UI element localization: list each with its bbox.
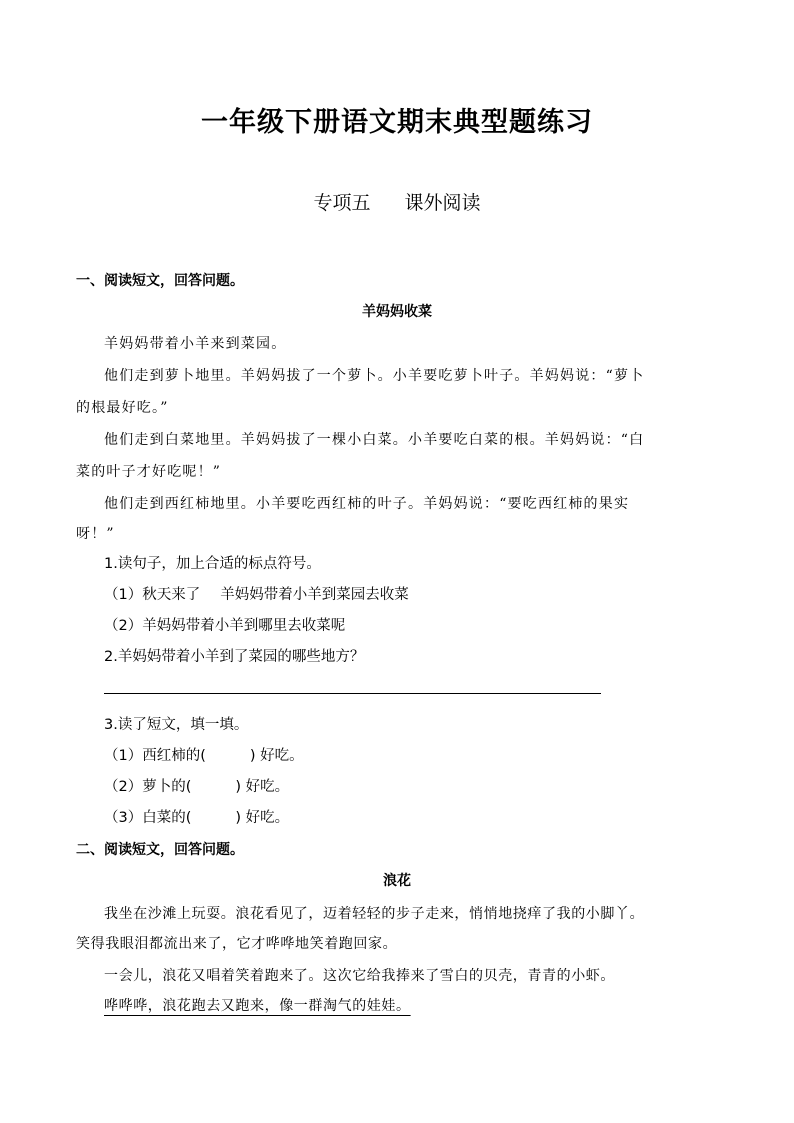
passage2-line: 我坐在沙滩上玩耍。浪花看见了，迈着轻轻的步子走来，悄悄地挠痒了我的小脚丫。 xyxy=(104,906,645,922)
fill-item-suffix: ) 好吃。 xyxy=(235,779,290,795)
section1-heading: 一、阅读短文，回答问题。 xyxy=(76,273,244,289)
passage1-line: 的根最好吃。” xyxy=(76,400,169,416)
fill-item xyxy=(104,806,289,827)
subtitle-part1: 专项五 xyxy=(313,192,371,214)
fill-item-suffix: ) 好吃。 xyxy=(235,810,290,826)
question-1-1-part-b: 羊妈妈带着小羊到菜园去收菜 xyxy=(220,587,409,603)
question-2: 2.羊妈妈带着小羊到了菜园的哪些地方？ xyxy=(104,649,365,665)
passage2-line: 一会儿，浪花又唱着笑着跑来了。这次它给我捧来了雪白的贝壳，青青的小虾。 xyxy=(104,968,615,984)
page-subtitle xyxy=(0,188,794,215)
question-3: 3.读了短文，填一填。 xyxy=(104,717,249,733)
fill-item-prefix: （1）西红柿的( xyxy=(104,748,206,764)
fill-item-suffix: ) 好吃。 xyxy=(249,748,304,764)
passage1-title: 羊妈妈收菜 xyxy=(362,304,432,320)
question-1-1-part-a: （1）秋天来了 xyxy=(104,587,201,603)
page-title: 一年级下册语文期末典型题练习 xyxy=(201,107,593,138)
answer-line[interactable] xyxy=(104,693,601,694)
fill-item-prefix: （3）白菜的( xyxy=(104,810,192,826)
passage1-line: 他们走到萝卜地里。羊妈妈拔了一个萝卜。小羊要吃萝卜叶子。羊妈妈说：“萝卜 xyxy=(104,368,645,384)
passage2-line: 笑得我眼泪都流出来了，它才哗哗地笑着跑回家。 xyxy=(76,936,398,952)
passage1-line: 他们走到西红柿地里。小羊要吃西红柿的叶子。羊妈妈说：“要吃西红柿的果实 xyxy=(104,496,630,512)
passage2-title: 浪花 xyxy=(383,873,411,889)
section2-heading: 二、阅读短文，回答问题。 xyxy=(76,842,244,858)
fill-item-prefix: （2）萝卜的( xyxy=(104,779,192,795)
passage1-line: 他们走到白菜地里。羊妈妈拔了一棵小白菜。小羊要吃白菜的根。羊妈妈说：“白 xyxy=(104,432,645,448)
question-1-2: （2）羊妈妈带着小羊到哪里去收菜呢 xyxy=(104,618,346,634)
fill-item xyxy=(104,775,289,796)
question-1: 1.读句子，加上合适的标点符号。 xyxy=(104,556,321,572)
passage1-line: 菜的叶子才好吃呢！” xyxy=(76,464,222,480)
question-1-1 xyxy=(104,583,409,604)
passage1-line: 呀！” xyxy=(76,526,115,542)
passage1-line: 羊妈妈带着小羊来到菜园。 xyxy=(104,336,287,352)
passage2-underlined-line: 哗哗哗，浪花跑去又跑来，像一群淘气的娃娃。 xyxy=(104,998,411,1014)
subtitle-part2: 课外阅读 xyxy=(404,192,481,214)
fill-item xyxy=(104,744,304,765)
